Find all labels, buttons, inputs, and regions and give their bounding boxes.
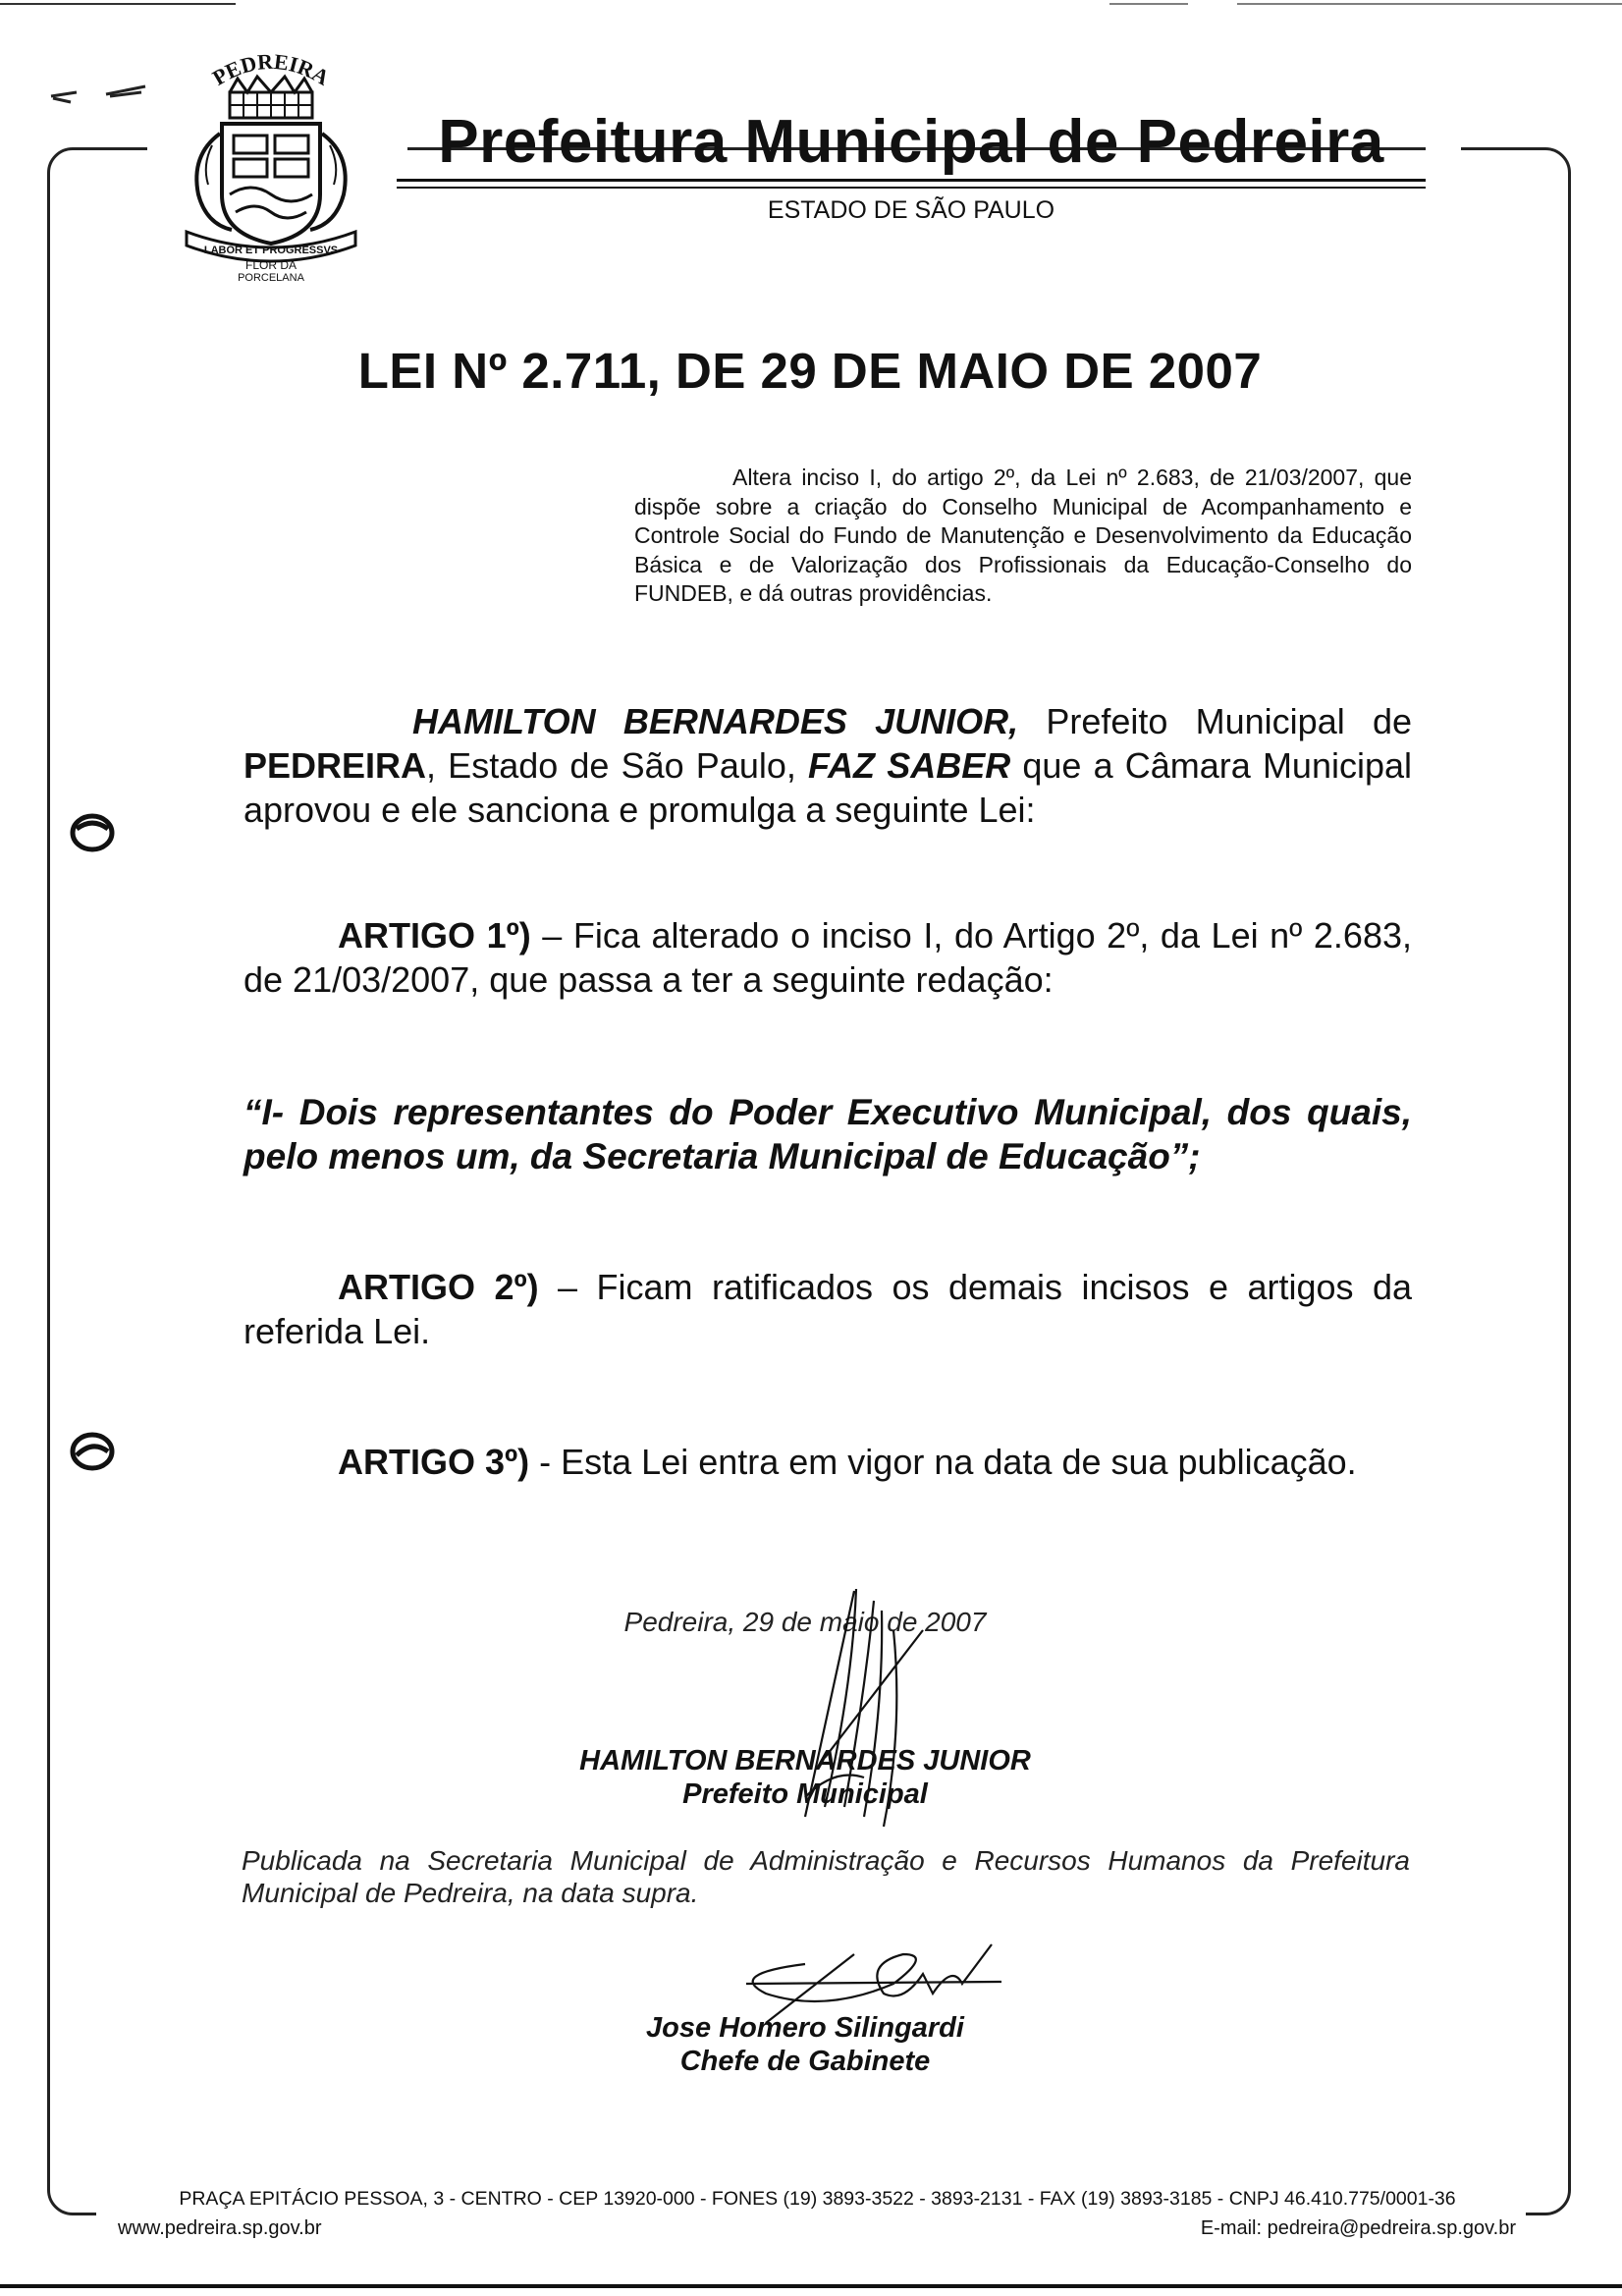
header-rule-secondary bbox=[397, 187, 1426, 189]
coat-bottom-text-2: PORCELANA bbox=[238, 272, 304, 283]
chief-role: Chefe de Gabinete bbox=[679, 2046, 931, 2077]
chief-name: Jose Homero Silingardi bbox=[646, 2012, 964, 2044]
coat-top-text: PEDREIRA bbox=[208, 48, 334, 90]
law-summary: Altera inciso I, do artigo 2º, da Lei nº 2.683, de 21/03/2007, que dispõe sobre a criação do Conselho Municipal de Acompanhamento e Controle Social do Fundo de Manutenção e Desenvolvimento da Educação Básica e de Valorização dos Profissionais da Educação-Conselho do FUNDEB, e dá outras providências. bbox=[634, 465, 1412, 606]
intro-text-2: , Estado de São Paulo, bbox=[426, 745, 809, 786]
announce-text: FAZ SABER bbox=[808, 745, 1011, 786]
city-name: PEDREIRA bbox=[243, 745, 427, 786]
binder-mark-2 bbox=[65, 1426, 120, 1477]
article-2 bbox=[243, 1265, 1412, 1353]
place-date: Pedreira, 29 de maio de 2007 bbox=[623, 1607, 987, 1637]
coat-of-arms bbox=[173, 47, 369, 283]
binder-mark-1 bbox=[65, 807, 120, 858]
footer-website[interactable]: www.pedreira.sp.gov.br bbox=[118, 2217, 322, 2239]
article-3-label: ARTIGO 3º) bbox=[338, 1442, 530, 1482]
intro-paragraph bbox=[243, 699, 1412, 832]
coat-banner-text: LABOR ET PROGRESSVS bbox=[203, 245, 339, 256]
signer-role: Prefeito Municipal bbox=[682, 1778, 928, 1810]
hole-punch-marks bbox=[47, 79, 165, 108]
article-3 bbox=[243, 1440, 1412, 1484]
article-1-text: – Fica alterado o inciso I, do Artigo 2º, da Lei nº 2.683, de 21/03/2007, que passa a ter a seguinte redação: bbox=[243, 915, 1412, 1000]
mayor-name: HAMILTON BERNARDES JUNIOR, bbox=[412, 701, 1019, 741]
footer-address: PRAÇA EPITÁCIO PESSOA, 3 - CENTRO - CEP 13920-000 - FONES (19) 3893-3522 - 3893-2131 - FAX (19) 3893-3185 - CNPJ 46.410.775/0001-36 bbox=[179, 2188, 1456, 2210]
coat-bottom-text-1: FLOR DA bbox=[244, 258, 297, 272]
article-1 bbox=[243, 913, 1412, 1002]
top-scan-line bbox=[0, 0, 1622, 39]
article-1-quote: “I- Dois representantes do Poder Executivo Municipal, dos quais, pelo menos um, da Secretaria Municipal de Educação”; bbox=[243, 1092, 1412, 1176]
article-2-label: ARTIGO 2º) bbox=[338, 1267, 539, 1307]
chief-signature bbox=[707, 1925, 1021, 2023]
intro-text-1: Prefeito Municipal de bbox=[1018, 701, 1412, 741]
svg-text:PEDREIRA bbox=[208, 49, 334, 90]
bottom-scan-line bbox=[0, 2278, 1622, 2296]
article-3-text: - Esta Lei entra em vigor na data de sua publicação. bbox=[529, 1442, 1357, 1482]
page-title: Prefeitura Municipal de Pedreira bbox=[438, 108, 1384, 176]
header-state: ESTADO DE SÃO PAULO bbox=[767, 196, 1055, 224]
frame-gap-right bbox=[1426, 139, 1461, 159]
signer-name: HAMILTON BERNARDES JUNIOR bbox=[579, 1745, 1031, 1777]
header-rule bbox=[397, 179, 1426, 182]
article-2-text: – Ficam ratificados os demais incisos e artigos da referida Lei. bbox=[243, 1267, 1412, 1351]
publication-note: Publicada na Secretaria Municipal de Administração e Recursos Humanos da Prefeitura Municipal de Pedreira, na data supra. bbox=[242, 1845, 1410, 1908]
footer-email[interactable]: E-mail: pedreira@pedreira.sp.gov.br bbox=[1200, 2217, 1516, 2239]
article-1-label: ARTIGO 1º) bbox=[338, 915, 531, 956]
intro-text-3: que a Câmara Municipal aprovou e ele sanciona e promulga a seguinte Lei: bbox=[243, 745, 1413, 830]
law-title: LEI Nº 2.711, DE 29 DE MAIO DE 2007 bbox=[357, 343, 1263, 399]
